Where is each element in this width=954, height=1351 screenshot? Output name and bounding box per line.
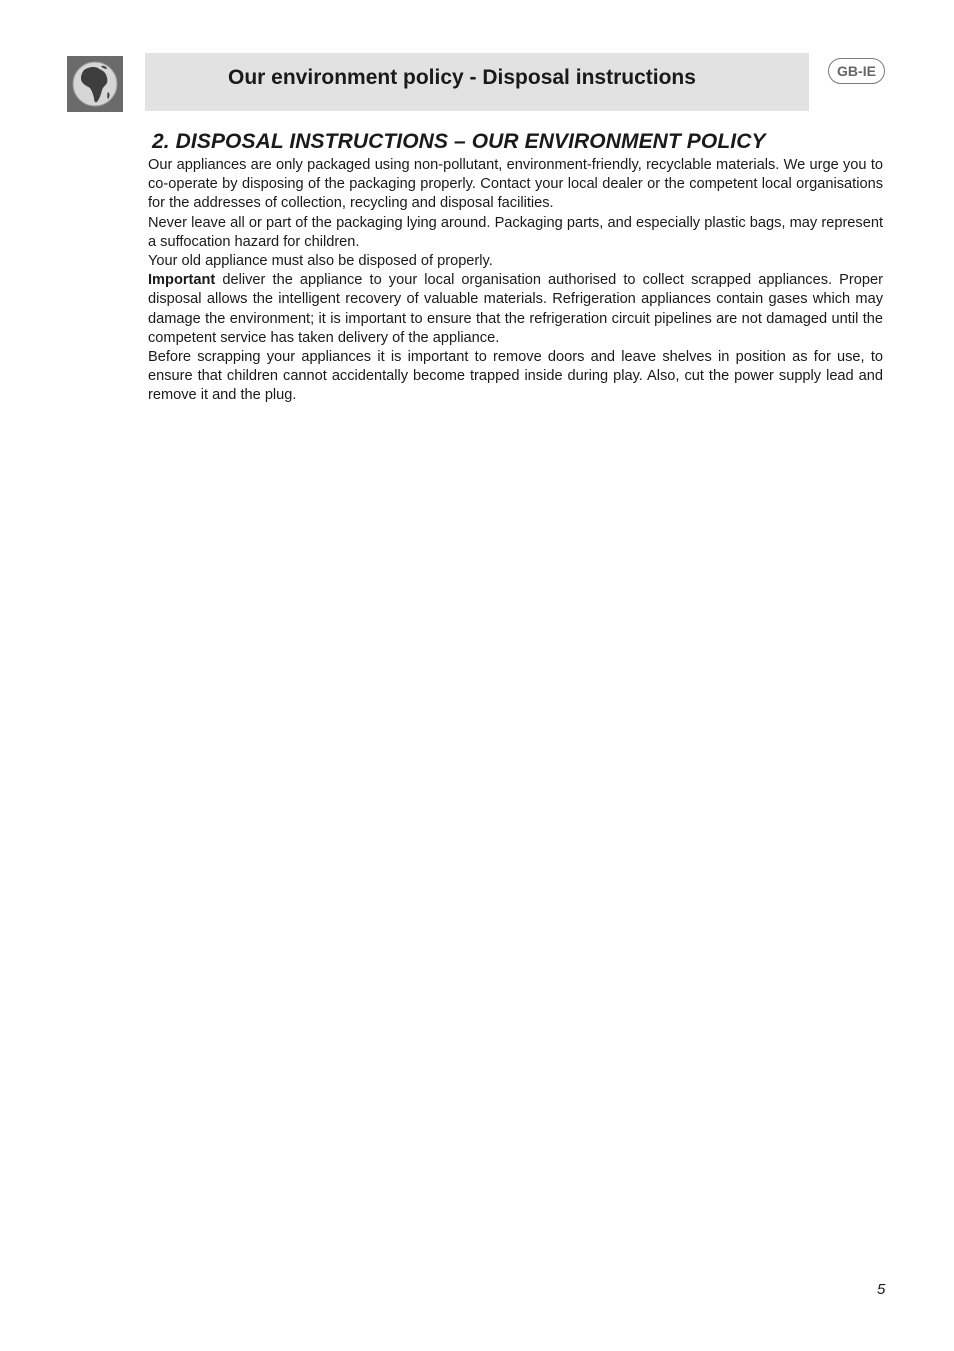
- paragraph-packaging: Our appliances are only packaged using non-pollutant, environment-friendly, recyclable materials. We urge you to co-operate by disposing of the packaging properly. Contact your local dealer or the competent local organisations for the addresses of collection, recycling and disposal facilities.: [148, 157, 883, 212]
- paragraph-old-appliance: Your old appliance must also be disposed of properly.: [148, 253, 493, 270]
- paragraph-important: [148, 271, 883, 348]
- page-number: 5: [877, 1281, 886, 1298]
- globe-icon: [67, 56, 123, 112]
- header-bar: [145, 53, 809, 111]
- disposal-section: [148, 130, 883, 406]
- section-title: 2. DISPOSAL INSTRUCTIONS – OUR ENVIRONMENT POLICY: [152, 130, 766, 153]
- page-title: Our environment policy - Disposal instructions: [228, 66, 696, 89]
- important-label: Important: [148, 272, 216, 289]
- paragraph-scrapping: Before scrapping your appliances it is important to remove doors and leave shelves in position as for use, to ensure that children cannot accidentally become trapped inside during play. Also, cut the power supply lead and remove it and the plug.: [148, 349, 883, 404]
- important-text: deliver the appliance to your local organisation authorised to collect scrapped appliances. Proper disposal allows the intelligent recovery of valuable materials. Refrigeration appliances contain gases which may damage the environment; it is important to ensure that the refrigeration circuit pipelines are not damaged until the competent service has taken delivery of the appliance.: [148, 272, 883, 346]
- paragraph-packaging-hazard: Never leave all or part of the packaging lying around. Packaging parts, and especially plastic bags, may represent a suffocation hazard for children.: [148, 214, 883, 250]
- language-badge: GB-IE: [828, 58, 885, 84]
